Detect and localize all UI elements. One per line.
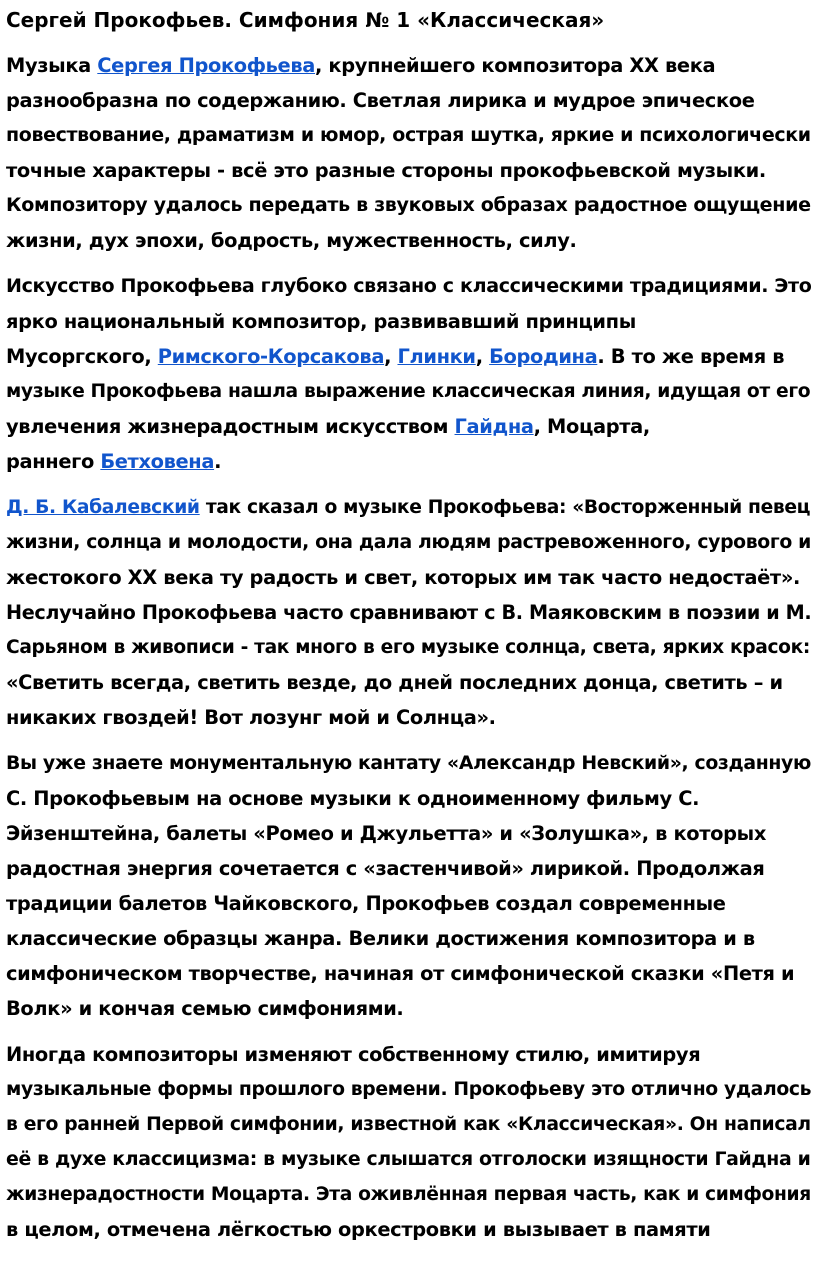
- paragraph-works: [6, 746, 816, 1026]
- link-prokofiev[interactable]: Сергея Прокофьева: [97, 54, 316, 77]
- paragraph-traditions: [6, 269, 816, 479]
- text-line: никаких гвоздей! Вот лозунг мой и Солнца».: [6, 706, 496, 729]
- link-haydn[interactable]: Гайдна: [454, 415, 534, 438]
- text-line: музыке Прокофьева нашла выражение классическая линия, идущая от его: [6, 381, 811, 402]
- link-glinka[interactable]: Глинки: [397, 345, 476, 368]
- link-beethoven[interactable]: Бетховена: [100, 450, 215, 473]
- text-line: жизни, дух эпохи, бодрость, мужественность, силу.: [6, 229, 577, 252]
- page-title: Сергей Прокофьев. Симфония № 1 «Классическая»: [6, 8, 605, 32]
- text-line: музыкальные формы прошлого времени. Прокофьеву это отлично удалось: [6, 1079, 812, 1100]
- text-line: Искусство Прокофьева глубоко связано с классическими традициями. Это: [6, 275, 812, 297]
- text-line: жизнерадостности Моцарта. Эта оживлённая первая часть, как и симфония: [6, 1184, 811, 1205]
- text-line: повествование, драматизм и юмор, острая шутка, яркие и психологически: [6, 124, 811, 146]
- paragraph-intro: [6, 48, 816, 258]
- text-line: С. Прокофьевым на основе музыки к одноименному фильму С.: [6, 787, 700, 810]
- text-line: Сарьяном в живописи - так много в его музыке солнца, света, ярких красок:: [6, 637, 810, 658]
- text-line: Эйзенштейна, балеты «Ромео и Джульетта» и «Золушка», в которых: [6, 822, 767, 845]
- text-line: раннего Бетховена.: [6, 450, 222, 473]
- text-line: Д. Б. Кабалевский так сказал о музыке Прокофьева: «Восторженный певец: [6, 497, 811, 518]
- text-line: традиции балетов Чайковского, Прокофьев создал современные: [6, 892, 726, 915]
- link-borodin[interactable]: Бородина: [489, 345, 598, 368]
- link-rimsky-korsakov[interactable]: Римского-Корсакова: [157, 345, 385, 368]
- text-line: Иногда композиторы изменяют собственному стилю, имитируя: [6, 1043, 701, 1066]
- text-line: в целом, отмечена лёгкостью оркестровки и вызывает в памяти: [6, 1218, 711, 1241]
- paragraph-classical-symphony: [6, 1037, 816, 1247]
- text-line: увлечения жизнерадостным искусством Гайдна, Моцарта,: [6, 415, 650, 438]
- text-line: жизни, солнца и молодости, она дала людям растревоженного, сурового и: [6, 532, 811, 553]
- paragraph-kabalevsky-quote: [6, 490, 816, 735]
- text-line: радостная энергия сочетается с «застенчивой» лирикой. Продолжая: [6, 857, 765, 880]
- link-kabalevsky[interactable]: Д. Б. Кабалевский: [6, 497, 200, 518]
- text-line: точные характеры - всё это разные стороны прокофьевской музыки.: [6, 159, 766, 182]
- text-line: ярко национальный композитор, развивавший принципы: [6, 310, 636, 333]
- text-line: «Светить всегда, светить везде, до дней последних донца, светить – и: [6, 671, 783, 694]
- text-line: симфоническом творчестве, начиная от симфонической сказки «Петя и: [6, 962, 795, 985]
- text-line: классические образцы жанра. Велики достижения композитора и в: [6, 927, 755, 950]
- text-line: Вы уже знаете монументальную кантату «Александр Невский», созданную: [6, 753, 811, 774]
- text-line: жестокого XX века ту радость и свет, которых им так часто недостаёт».: [6, 566, 801, 589]
- text-line: Мусоргского, Римского-Корсакова, Глинки, Бородина. В то же время в: [6, 345, 785, 368]
- text-line: Неслучайно Прокофьева часто сравнивают с В. Маяковским в поэзии и М.: [6, 601, 812, 624]
- text-line: Музыка Сергея Прокофьева, крупнейшего композитора XX века: [6, 54, 716, 77]
- text-line: её в духе классицизма: в музыке слышатся отголоски изящности Гайдна и: [6, 1148, 811, 1170]
- text-line: Волк» и кончая семью симфониями.: [6, 997, 404, 1020]
- text-line: в его ранней Первой симфонии, известной как «Классическая». Он написал: [6, 1114, 811, 1135]
- text-line: Композитору удалось передать в звуковых образах радостное ощущение: [6, 194, 811, 216]
- text-line: разнообразна по содержанию. Светлая лирика и мудрое эпическое: [6, 89, 755, 112]
